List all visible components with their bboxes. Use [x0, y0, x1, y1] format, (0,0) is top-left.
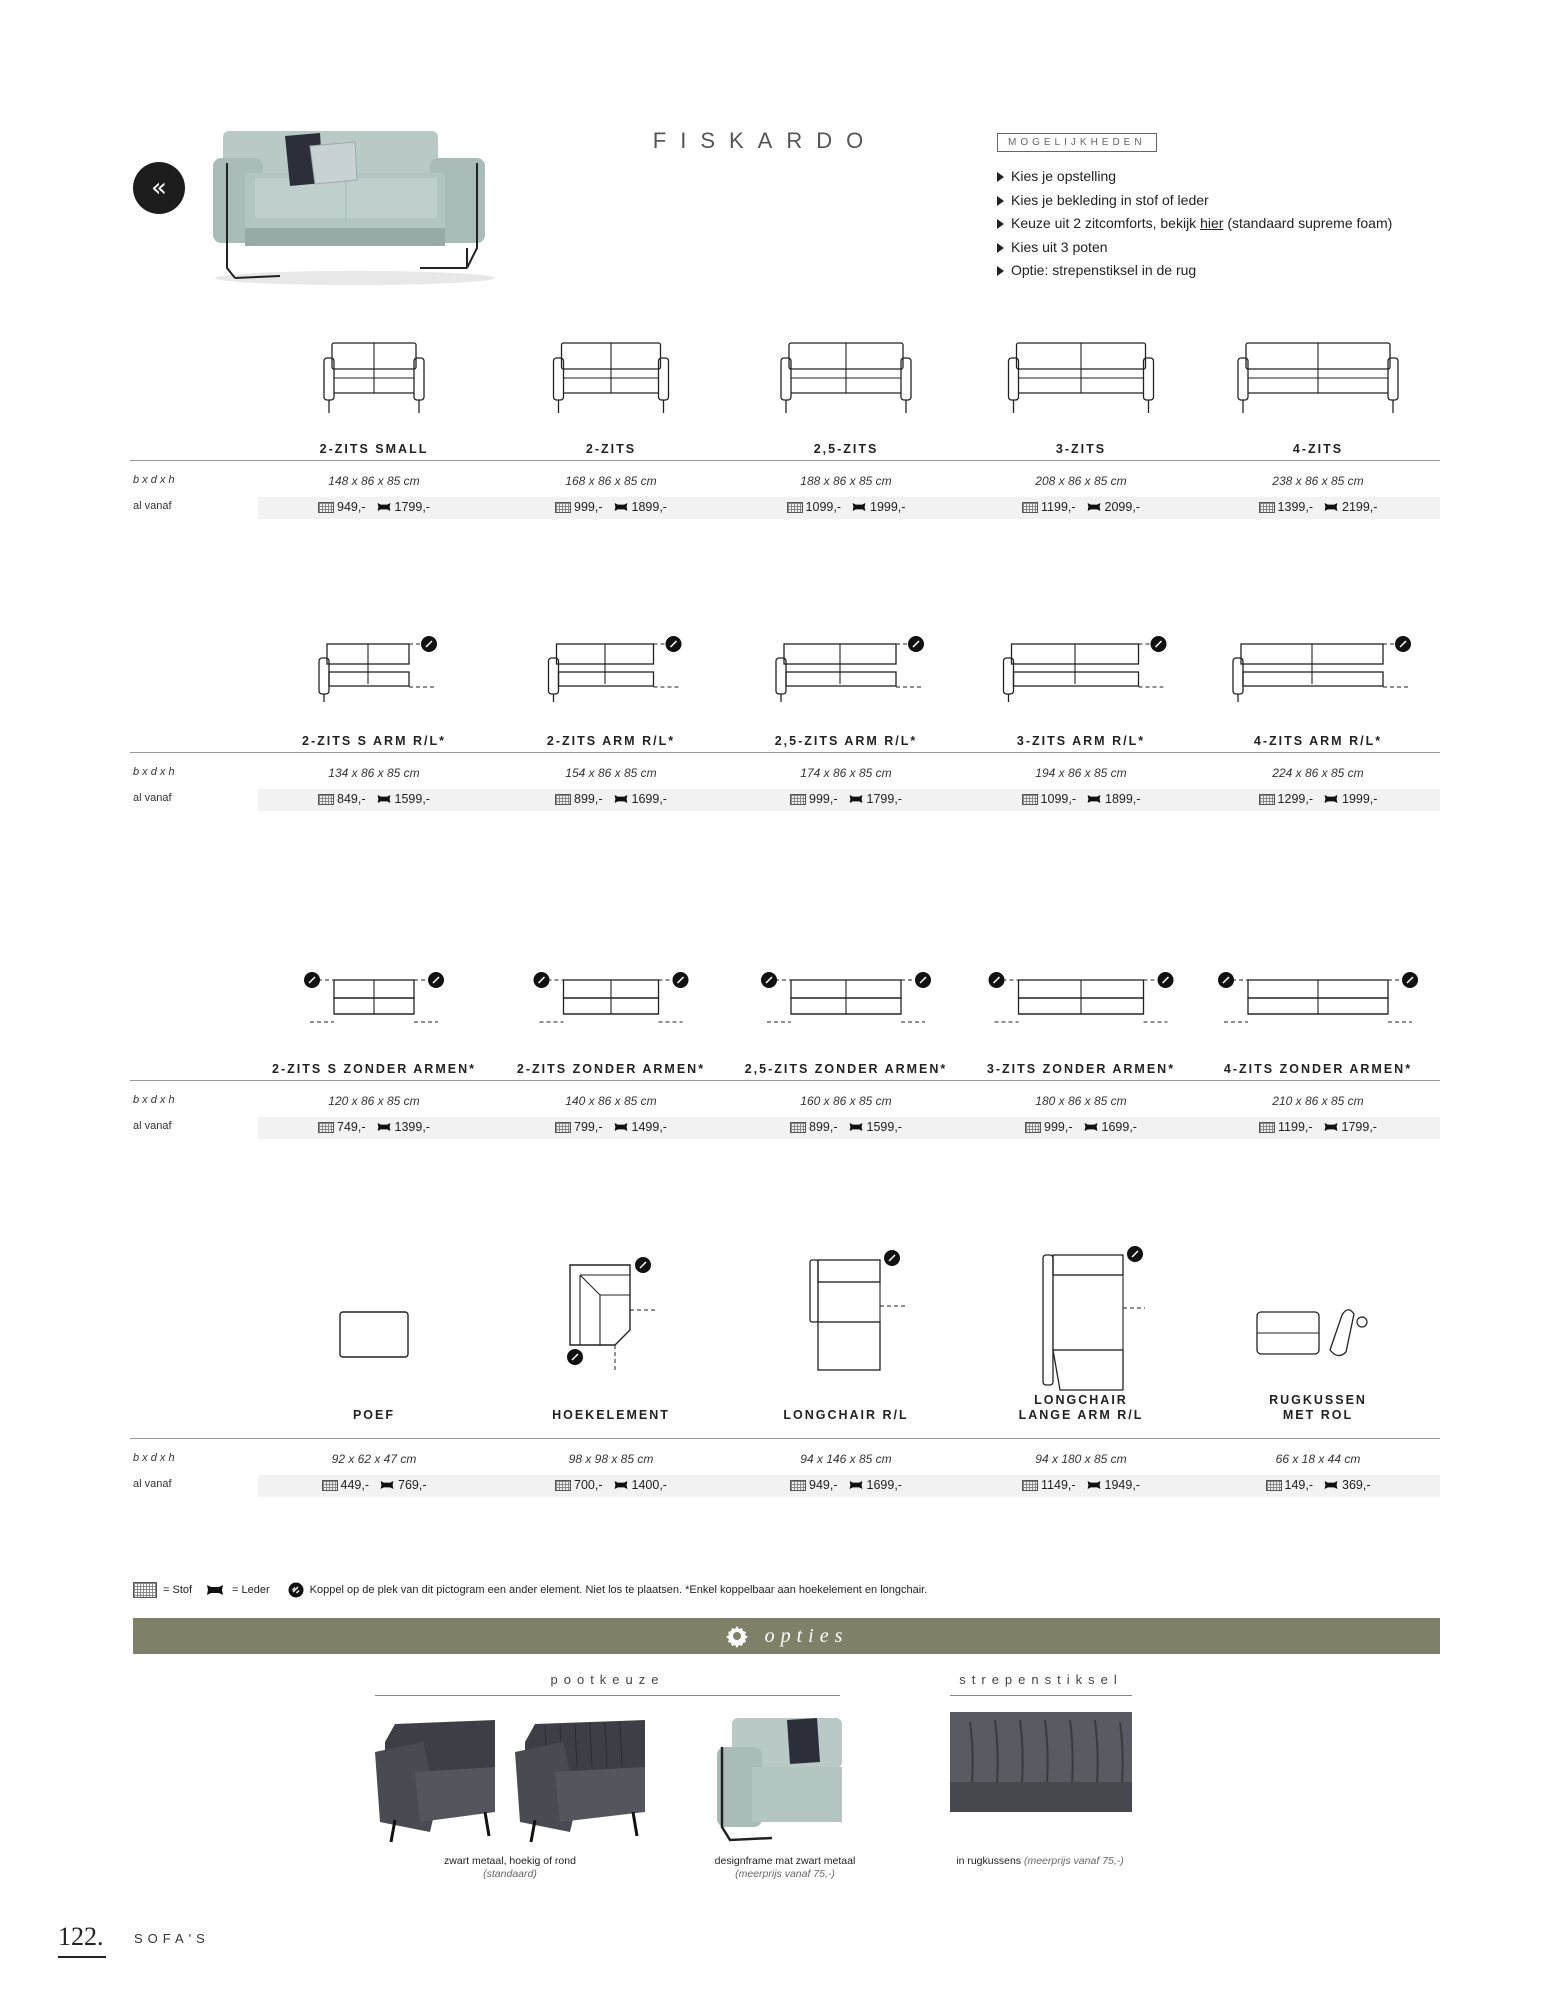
fabric-icon	[555, 1122, 571, 1133]
product-name: 2,5-ZITS ARM R/L*	[774, 734, 918, 748]
leather-icon	[1323, 1121, 1339, 1133]
product-dimensions: 208 x 86 x 85 cm	[1035, 474, 1127, 488]
fabric-icon	[1266, 1480, 1282, 1491]
product-name: POEF	[352, 1408, 396, 1422]
link-icon	[1218, 972, 1234, 988]
fabric-icon	[555, 502, 571, 513]
price-label: al vanaf	[133, 1120, 172, 1132]
product-diagram	[965, 338, 1197, 418]
fabric-icon	[318, 502, 334, 513]
sofa-diagram	[730, 958, 962, 1038]
leather-price: 1599,-	[394, 792, 430, 806]
product-dimensions: 194 x 86 x 85 cm	[1035, 766, 1127, 780]
product-price	[495, 1478, 727, 1492]
page-title: FISKARDO	[652, 128, 878, 153]
product-dimensions: 148 x 86 x 85 cm	[328, 474, 420, 488]
caption-metal: zwart metaal, hoekig of rond (standaard)	[444, 1855, 576, 1880]
fabric-price: 799,-	[574, 1120, 603, 1134]
sofa-diagram	[1202, 958, 1434, 1038]
leather-price: 1599,-	[866, 1120, 902, 1134]
leather-price: 1699,-	[866, 1478, 902, 1492]
product-name: 2,5-ZITS	[813, 442, 879, 456]
product-diagram	[258, 1240, 490, 1380]
product-price	[495, 500, 727, 514]
product-name: 4-ZITS ARM R/L*	[1253, 734, 1383, 748]
product-price	[965, 1478, 1197, 1492]
sofa-diagram	[258, 958, 490, 1038]
fabric-icon	[1259, 502, 1275, 513]
leather-price: 1499,-	[631, 1120, 667, 1134]
feature-item: Kies uit 3 poten	[997, 236, 1392, 260]
product-name: 4-ZITS ZONDER ARMEN*	[1223, 1062, 1413, 1076]
link-icon	[1151, 636, 1167, 652]
leather-icon	[848, 793, 864, 805]
link-icon	[908, 636, 924, 652]
leather-price: 1799,-	[866, 792, 902, 806]
leather-icon	[1086, 1479, 1102, 1491]
product-price	[730, 792, 962, 806]
product-name: 2-ZITS ZONDER ARMEN*	[516, 1062, 706, 1076]
fabric-price: 999,-	[809, 792, 838, 806]
comfort-link[interactable]: hier	[1200, 215, 1224, 231]
leather-price: 1400,-	[631, 1478, 667, 1492]
footer-rule	[58, 1956, 106, 1958]
sofa-diagram	[258, 338, 490, 418]
price-label: al vanaf	[133, 1478, 172, 1490]
link-icon	[673, 972, 689, 988]
product-price	[965, 792, 1197, 806]
fabric-icon	[790, 794, 806, 805]
fabric-icon	[790, 1122, 806, 1133]
fabric-price: 1199,-	[1041, 500, 1076, 514]
product-price	[1202, 500, 1434, 514]
product-diagram	[495, 1240, 727, 1380]
strepen-rule	[950, 1695, 1132, 1696]
dims-label: b x d x h	[133, 1094, 175, 1106]
product-diagram	[965, 632, 1197, 712]
product-price	[1202, 1478, 1434, 1492]
product-diagram	[965, 1240, 1197, 1400]
product-diagram	[495, 338, 727, 418]
product-name: LONGCHAIR R/L	[783, 1408, 909, 1422]
caption-stitching: in rugkussens (meerprijs vanaf 75,-)	[956, 1855, 1124, 1867]
section-rule	[130, 1080, 1440, 1081]
link-icon	[421, 636, 437, 652]
product-diagram	[1202, 958, 1434, 1038]
stitching-option-image	[950, 1712, 1132, 1812]
link-icon	[666, 636, 682, 652]
leather-price: 1899,-	[631, 500, 667, 514]
leather-price: 1699,-	[631, 792, 667, 806]
sofa-diagram	[965, 1240, 1197, 1400]
product-dimensions: 238 x 86 x 85 cm	[1272, 474, 1364, 488]
leather-price: 2099,-	[1104, 500, 1140, 514]
product-price	[258, 1478, 490, 1492]
fabric-price: 949,-	[337, 500, 366, 514]
sofa-diagram	[1202, 338, 1434, 418]
legend: = Stof = Leder Koppel op de plek van dit pictogram een ander element. Niet los te plaatsen. *Enkel koppelbaar aan hoekelement en longchair.	[133, 1582, 927, 1598]
footer-category: SOFA'S	[134, 1931, 210, 1946]
fabric-price: 1399,-	[1277, 500, 1313, 514]
fabric-price: 999,-	[574, 500, 603, 514]
product-diagram	[258, 632, 490, 712]
double-chevron-left-icon: «	[151, 173, 167, 203]
link-icon	[1395, 636, 1411, 652]
product-dimensions: 66 x 18 x 44 cm	[1275, 1452, 1361, 1466]
product-dimensions: 120 x 86 x 85 cm	[328, 1094, 420, 1108]
link-icon	[1158, 972, 1174, 988]
leather-icon	[848, 1121, 864, 1133]
dims-label: b x d x h	[133, 1452, 175, 1464]
leather-icon	[613, 501, 629, 513]
product-name: HOEKELEMENT	[552, 1408, 670, 1422]
product-dimensions: 168 x 86 x 85 cm	[565, 474, 657, 488]
product-name: 3-ZITS ZONDER ARMEN*	[986, 1062, 1176, 1076]
product-price	[730, 1478, 962, 1492]
fabric-icon	[318, 1122, 334, 1133]
leather-price: 1949,-	[1104, 1478, 1140, 1492]
fabric-price: 1149,-	[1041, 1478, 1076, 1492]
fabric-price: 700,-	[574, 1478, 603, 1492]
fabric-price: 1299,-	[1277, 792, 1313, 806]
fabric-icon	[1022, 1480, 1038, 1491]
caption-designframe: designframe mat zwart metaal (meerprijs vanaf 75,-)	[714, 1855, 856, 1880]
product-dimensions: 92 x 62 x 47 cm	[331, 1452, 417, 1466]
leather-price: 1699,-	[1101, 1120, 1137, 1134]
gear-icon	[725, 1624, 749, 1648]
product-name: 2-ZITS S ZONDER ARMEN*	[272, 1062, 476, 1076]
fabric-icon	[133, 1582, 157, 1598]
product-name: 3-ZITS ARM R/L*	[1016, 734, 1146, 748]
product-dimensions: 154 x 86 x 85 cm	[565, 766, 657, 780]
product-name: LONGCHAIR LANGE ARM R/L	[1018, 1393, 1144, 1422]
fabric-icon	[555, 794, 571, 805]
product-price	[965, 500, 1197, 514]
product-name: 2-ZITS	[585, 442, 637, 456]
link-icon	[884, 1250, 900, 1266]
product-diagram	[730, 338, 962, 418]
product-diagram	[965, 958, 1197, 1038]
price-label: al vanaf	[133, 792, 172, 804]
page-number: 122.	[58, 1922, 104, 1951]
fabric-price: 849,-	[337, 792, 366, 806]
product-price	[258, 1120, 490, 1134]
hero-sofa-image	[205, 128, 495, 288]
product-diagram	[1202, 338, 1434, 418]
sofa-diagram	[1202, 1240, 1434, 1380]
leather-icon	[1086, 501, 1102, 513]
leather-icon	[376, 1121, 392, 1133]
product-diagram	[495, 958, 727, 1038]
leather-icon	[1086, 793, 1102, 805]
product-name: 2,5-ZITS ZONDER ARMEN*	[744, 1062, 948, 1076]
leather-icon	[379, 1479, 395, 1491]
product-name: 3-ZITS	[1055, 442, 1107, 456]
product-price	[258, 792, 490, 806]
pootkeuze-rule	[375, 1695, 840, 1696]
product-diagram	[495, 632, 727, 712]
product-price	[965, 1120, 1197, 1134]
leather-icon	[613, 793, 629, 805]
section-rule	[130, 1438, 1440, 1439]
leather-icon	[1323, 1479, 1339, 1491]
product-dimensions: 94 x 146 x 85 cm	[800, 1452, 892, 1466]
dims-label: b x d x h	[133, 474, 175, 486]
fabric-price: 1099,-	[805, 500, 841, 514]
product-diagram	[730, 958, 962, 1038]
product-price	[1202, 792, 1434, 806]
link-icon	[534, 972, 550, 988]
leather-price: 1399,-	[394, 1120, 430, 1134]
fabric-price: 449,-	[340, 1478, 369, 1492]
fabric-price: 1199,-	[1278, 1120, 1313, 1134]
product-dimensions: 188 x 86 x 85 cm	[800, 474, 892, 488]
product-name: RUGKUSSEN MET ROL	[1269, 1393, 1367, 1422]
link-icon	[1127, 1246, 1143, 1262]
fabric-icon	[1259, 1122, 1275, 1133]
product-diagram	[258, 958, 490, 1038]
fabric-icon	[318, 794, 334, 805]
leather-icon	[204, 1583, 226, 1597]
link-icon	[761, 972, 777, 988]
product-diagram	[258, 338, 490, 418]
back-button[interactable]	[133, 162, 185, 214]
section-rule	[130, 460, 1440, 461]
product-price	[1202, 1120, 1434, 1134]
leather-price: 1799,-	[394, 500, 430, 514]
sofa-diagram	[1202, 632, 1434, 712]
fabric-price: 899,-	[574, 792, 603, 806]
product-diagram	[730, 1240, 962, 1380]
link-icon	[915, 972, 931, 988]
product-dimensions: 94 x 180 x 85 cm	[1035, 1452, 1127, 1466]
feature-item: Keuze uit 2 zitcomforts, bekijk hier (standaard supreme foam)	[997, 212, 1392, 236]
leather-price: 1999,-	[870, 500, 906, 514]
leather-icon	[851, 501, 867, 513]
product-dimensions: 160 x 86 x 85 cm	[800, 1094, 892, 1108]
pootkeuze-title: pootkeuze	[550, 1672, 665, 1687]
section-rule	[130, 752, 1440, 753]
product-name: 4-ZITS	[1292, 442, 1344, 456]
fabric-icon	[322, 1480, 338, 1491]
fabric-icon	[790, 1480, 806, 1491]
sofa-diagram	[258, 1240, 490, 1380]
link-icon	[304, 972, 320, 988]
fabric-icon	[1025, 1122, 1041, 1133]
fabric-icon	[1259, 794, 1275, 805]
link-icon	[288, 1582, 304, 1598]
product-diagram	[730, 632, 962, 712]
strepen-title: strepenstiksel	[959, 1672, 1123, 1687]
leather-icon	[376, 793, 392, 805]
leather-icon	[376, 501, 392, 513]
leather-price: 369,-	[1342, 1478, 1371, 1492]
fabric-price: 949,-	[809, 1478, 838, 1492]
sofa-diagram	[730, 632, 962, 712]
product-price	[495, 1120, 727, 1134]
leather-price: 769,-	[398, 1478, 427, 1492]
sofa-diagram	[495, 958, 727, 1038]
leather-icon	[1323, 501, 1339, 513]
opties-bar	[133, 1618, 1440, 1654]
feature-item: Optie: strepenstiksel in de rug	[997, 259, 1392, 283]
fabric-price: 899,-	[809, 1120, 838, 1134]
sofa-diagram	[258, 632, 490, 712]
feature-item: Kies je bekleding in stof of leder	[997, 189, 1392, 213]
sofa-diagram	[495, 632, 727, 712]
product-dimensions: 180 x 86 x 85 cm	[1035, 1094, 1127, 1108]
leather-icon	[1323, 793, 1339, 805]
product-dimensions: 98 x 98 x 85 cm	[568, 1452, 654, 1466]
options-badge: MOGELIJKHEDEN	[997, 133, 1157, 152]
sofa-diagram	[730, 1240, 962, 1380]
product-dimensions: 134 x 86 x 85 cm	[328, 766, 420, 780]
sofa-diagram	[965, 958, 1197, 1038]
link-icon	[989, 972, 1005, 988]
link-icon	[1402, 972, 1418, 988]
leather-icon	[613, 1121, 629, 1133]
opties-title: opties	[764, 1624, 849, 1647]
product-price	[730, 1120, 962, 1134]
leather-price: 1899,-	[1105, 792, 1141, 806]
fabric-price: 749,-	[337, 1120, 366, 1134]
product-name: 2-ZITS ARM R/L*	[546, 734, 676, 748]
fabric-icon	[555, 1480, 571, 1491]
sofa-diagram	[730, 338, 962, 418]
link-icon	[635, 1257, 651, 1273]
fabric-price: 1099,-	[1040, 792, 1076, 806]
fabric-icon	[787, 502, 803, 513]
fabric-icon	[1022, 794, 1038, 805]
leg-option-image-metal	[375, 1712, 650, 1852]
leather-icon	[613, 1479, 629, 1491]
fabric-price: 999,-	[1044, 1120, 1073, 1134]
product-price	[495, 792, 727, 806]
leather-icon	[1083, 1121, 1099, 1133]
sofa-diagram	[965, 632, 1197, 712]
price-label: al vanaf	[133, 500, 172, 512]
leather-icon	[848, 1479, 864, 1491]
product-price	[258, 500, 490, 514]
link-icon	[428, 972, 444, 988]
sofa-diagram	[965, 338, 1197, 418]
product-price	[730, 500, 962, 514]
feature-item: Kies je opstelling	[997, 165, 1392, 189]
leg-option-image-designframe	[712, 1712, 842, 1852]
leather-price: 1799,-	[1341, 1120, 1377, 1134]
product-dimensions: 210 x 86 x 85 cm	[1272, 1094, 1364, 1108]
fabric-icon	[1022, 502, 1038, 513]
product-dimensions: 140 x 86 x 85 cm	[565, 1094, 657, 1108]
product-dimensions: 174 x 86 x 85 cm	[800, 766, 892, 780]
feature-list	[997, 165, 1392, 283]
product-diagram	[1202, 632, 1434, 712]
link-icon	[567, 1349, 583, 1365]
fabric-price: 149,-	[1284, 1478, 1313, 1492]
product-name: 2-ZITS S ARM R/L*	[302, 734, 446, 748]
product-diagram	[1202, 1240, 1434, 1380]
sofa-diagram	[495, 338, 727, 418]
leather-price: 2199,-	[1342, 500, 1378, 514]
dims-label: b x d x h	[133, 766, 175, 778]
leather-price: 1999,-	[1342, 792, 1378, 806]
sofa-diagram	[495, 1240, 727, 1380]
product-dimensions: 224 x 86 x 85 cm	[1272, 766, 1364, 780]
product-name: 2-ZITS SMALL	[319, 442, 429, 456]
